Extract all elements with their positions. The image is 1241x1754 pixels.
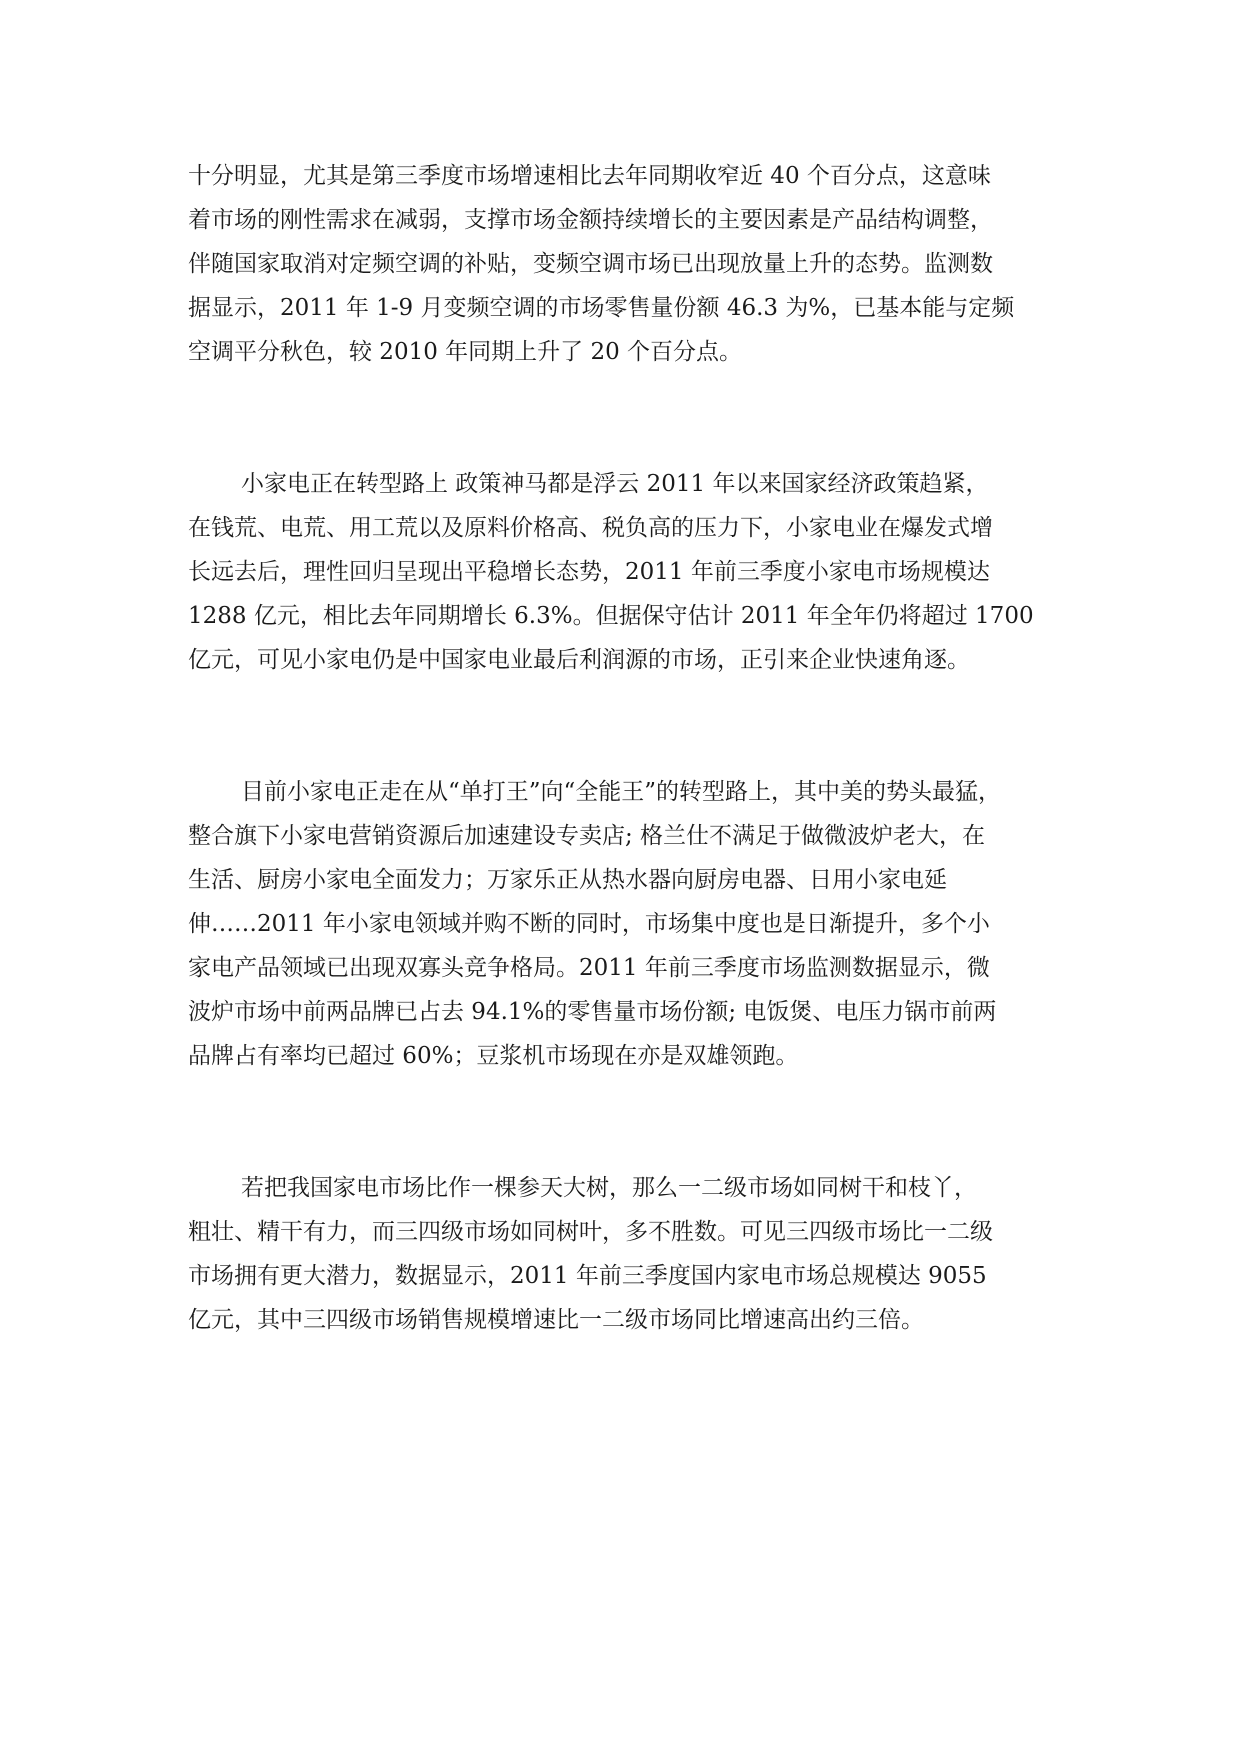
text-line: 伴随国家取消对定频空调的补贴，变频空调市场已出现放量上升的态势。监测数 (188, 251, 993, 277)
text-line: 1288 亿元，相比去年同期增长 6.3%。但据保守估计 2011 年全年仍将超过 1700 (188, 603, 1034, 629)
text-line: 伸……2011 年小家电领域并购不断的同时，市场集中度也是日渐提升，多个小 (188, 911, 990, 937)
text-line: 市场拥有更大潜力，数据显示，2011 年前三季度国内家电市场总规模达 9055 (188, 1263, 987, 1289)
text-line: 小家电正在转型路上 政策神马都是浮云 2011 年以来国家经济政策趋紧， (241, 471, 989, 497)
text-line: 据显示，2011 年 1-9 月变频空调的市场零售量份额 46.3 为%，已基本能与定频 (188, 295, 1015, 321)
document-body (188, 154, 1050, 1342)
text-line: 空调平分秋色，较 2010 年同期上升了 20 个百分点。 (188, 339, 743, 365)
text-line: 十分明显，尤其是第三季度市场增速相比去年同期收窄近 40 个百分点，这意味 (188, 163, 991, 189)
text-line: 粗壮、精干有力，而三四级市场如同树叶，多不胜数。可见三四级市场比一二级 (188, 1219, 993, 1245)
text-line: 目前小家电正走在从“单打王”向“全能王”的转型路上，其中美的势头最猛， (241, 779, 1002, 805)
text-line: 波炉市场中前两品牌已占去 94.1%的零售量市场份额; 电饭煲、电压力锅市前两 (188, 999, 997, 1025)
text-line: 亿元，可见小家电仍是中国家电业最后利润源的市场，正引来企业快速角逐。 (188, 647, 970, 673)
paragraph-tier-markets (188, 1166, 1050, 1342)
text-line: 家电产品领域已出现双寡头竞争格局。2011 年前三季度市场监测数据显示，微 (188, 955, 990, 981)
paragraph-small-appliances-transition (188, 462, 1050, 682)
text-line: 长远去后，理性回归呈现出平稳增长态势，2011 年前三季度小家电市场规模达 (188, 559, 990, 585)
text-line: 亿元，其中三四级市场销售规模增速比一二级市场同比增速高出约三倍。 (188, 1307, 924, 1333)
paragraph-air-conditioner-market (188, 154, 1050, 374)
text-line: 着市场的刚性需求在减弱，支撑市场金额持续增长的主要因素是产品结构调整， (188, 207, 993, 233)
text-line: 品牌占有率均已超过 60%；豆浆机市场现在亦是双雄领跑。 (188, 1043, 799, 1069)
text-line: 整合旗下小家电营销资源后加速建设专卖店; 格兰仕不满足于做微波炉老大，在 (188, 823, 986, 849)
text-line: 生活、厨房小家电全面发力；万家乐正从热水器向厨房电器、日用小家电延 (188, 867, 947, 893)
text-line: 在钱荒、电荒、用工荒以及原料价格高、税负高的压力下，小家电业在爆发式增 (188, 515, 993, 541)
text-line: 若把我国家电市场比作一棵参天大树，那么一二级市场如同树干和枝丫， (241, 1175, 977, 1201)
paragraph-market-concentration (188, 770, 1050, 1078)
